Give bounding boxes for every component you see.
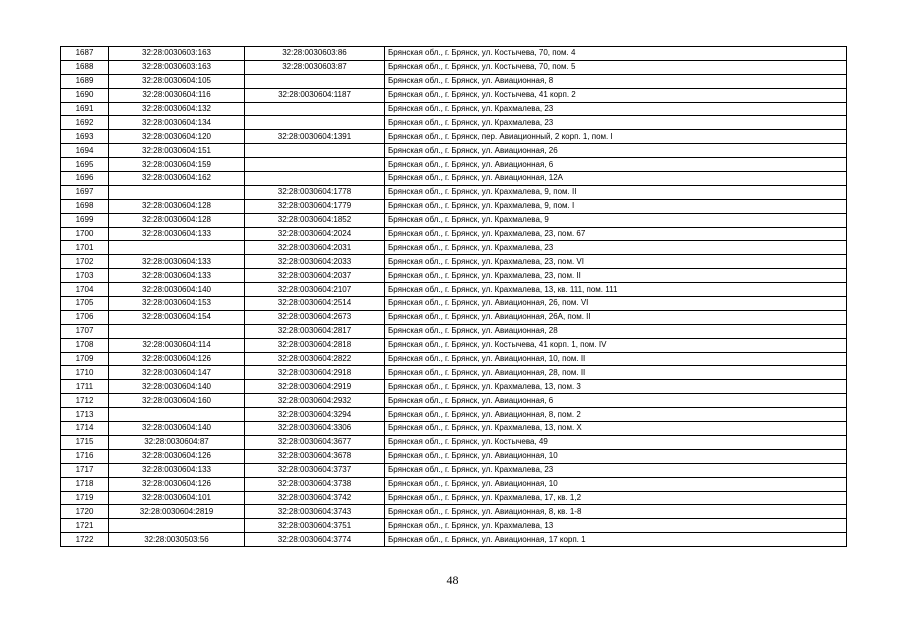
building-number-cell: 32:28:0030604:2024 [245,227,385,241]
table-row [61,477,847,491]
table-row [61,60,847,74]
parcel-number-cell: 32:28:0030604:140 [109,422,245,436]
row-number-cell: 1690 [61,88,109,102]
table-row [61,394,847,408]
table-row [61,255,847,269]
row-number-cell: 1696 [61,172,109,186]
row-number-cell: 1688 [61,60,109,74]
row-number-cell: 1687 [61,47,109,61]
address-cell: Брянская обл., г. Брянск, ул. Костычева, 70, пом. 5 [385,60,847,74]
building-number-cell: 32:28:0030604:1391 [245,130,385,144]
parcel-number-cell [109,241,245,255]
table-row [61,130,847,144]
address-cell: Брянская обл., г. Брянск, ул. Крахмалева, 17, кв. 1,2 [385,491,847,505]
address-cell: Брянская обл., г. Брянск, пер. Авиационный, 2 корп. 1, пом. I [385,130,847,144]
parcel-number-cell: 32:28:0030604:153 [109,297,245,311]
parcel-number-cell: 32:28:0030604:154 [109,310,245,324]
table-row [61,519,847,533]
parcel-number-cell: 32:28:0030604:87 [109,435,245,449]
row-number-cell: 1708 [61,338,109,352]
building-number-cell [245,158,385,172]
table-row [61,144,847,158]
table-row [61,533,847,547]
row-number-cell: 1712 [61,394,109,408]
parcel-number-cell: 32:28:0030604:140 [109,283,245,297]
table-row [61,338,847,352]
address-cell: Брянская обл., г. Брянск, ул. Крахмалева, 13 [385,519,847,533]
building-number-cell: 32:28:0030604:3738 [245,477,385,491]
parcel-number-cell: 32:28:0030604:159 [109,158,245,172]
address-cell: Брянская обл., г. Брянск, ул. Авиационная, 12А [385,172,847,186]
building-number-cell: 32:28:0030604:2822 [245,352,385,366]
building-number-cell [245,144,385,158]
building-number-cell: 32:28:0030604:3774 [245,533,385,547]
address-cell: Брянская обл., г. Брянск, ул. Авиационная, 6 [385,158,847,172]
address-cell: Брянская обл., г. Брянск, ул. Авиационная, 26А, пом. II [385,310,847,324]
parcel-number-cell: 32:28:0030604:162 [109,172,245,186]
building-number-cell: 32:28:0030604:2818 [245,338,385,352]
row-number-cell: 1699 [61,213,109,227]
table-row [61,227,847,241]
row-number-cell: 1711 [61,380,109,394]
address-cell: Брянская обл., г. Брянск, ул. Крахмалева, 23 [385,463,847,477]
building-number-cell: 32:28:0030604:2033 [245,255,385,269]
address-cell: Брянская обл., г. Брянск, ул. Крахмалева, 23, пом. II [385,269,847,283]
table-row [61,47,847,61]
table-row [61,324,847,338]
address-cell: Брянская обл., г. Брянск, ул. Крахмалева, 23, пом. 67 [385,227,847,241]
address-cell: Брянская обл., г. Брянск, ул. Авиационная, 8, кв. 1-8 [385,505,847,519]
row-number-cell: 1705 [61,297,109,311]
address-cell: Брянская обл., г. Брянск, ул. Авиационная, 10, пом. II [385,352,847,366]
parcel-number-cell: 32:28:0030604:133 [109,227,245,241]
row-number-cell: 1703 [61,269,109,283]
address-cell: Брянская обл., г. Брянск, ул. Авиационная, 28, пом. II [385,366,847,380]
table-row [61,102,847,116]
parcel-number-cell: 32:28:0030604:151 [109,144,245,158]
row-number-cell: 1717 [61,463,109,477]
table-row [61,172,847,186]
building-number-cell: 32:28:0030604:3306 [245,422,385,436]
parcel-number-cell: 32:28:0030603:163 [109,47,245,61]
parcel-number-cell: 32:28:0030604:140 [109,380,245,394]
table-row [61,366,847,380]
building-number-cell: 32:28:0030604:2918 [245,366,385,380]
table-row [61,422,847,436]
parcel-number-cell: 32:28:0030604:134 [109,116,245,130]
address-cell: Брянская обл., г. Брянск, ул. Крахмалева, 9, пом. II [385,185,847,199]
address-cell: Брянская обл., г. Брянск, ул. Авиационная, 10 [385,449,847,463]
address-cell: Брянская обл., г. Брянск, ул. Крахмалева, 13, пом. 3 [385,380,847,394]
building-number-cell: 32:28:0030604:3294 [245,408,385,422]
address-cell: Брянская обл., г. Брянск, ул. Авиационная, 6 [385,394,847,408]
address-cell: Брянская обл., г. Брянск, ул. Крахмалева, 23 [385,241,847,255]
row-number-cell: 1713 [61,408,109,422]
page-number: 48 [446,573,459,587]
table-row [61,380,847,394]
address-cell: Брянская обл., г. Брянск, ул. Авиационная, 8 [385,74,847,88]
building-number-cell: 32:28:0030604:3678 [245,449,385,463]
table-row [61,74,847,88]
parcel-number-cell: 32:28:0030604:133 [109,463,245,477]
building-number-cell [245,116,385,130]
building-number-cell: 32:28:0030604:3737 [245,463,385,477]
table-row [61,352,847,366]
address-cell: Брянская обл., г. Брянск, ул. Авиационная, 17 корп. 1 [385,533,847,547]
address-cell: Брянская обл., г. Брянск, ул. Крахмалева, 9, пом. I [385,199,847,213]
address-cell: Брянская обл., г. Брянск, ул. Костычева, 41 корп. 2 [385,88,847,102]
building-number-cell: 32:28:0030604:3677 [245,435,385,449]
address-cell: Брянская обл., г. Брянск, ул. Авиационная, 26 [385,144,847,158]
row-number-cell: 1700 [61,227,109,241]
row-number-cell: 1689 [61,74,109,88]
row-number-cell: 1693 [61,130,109,144]
table-row [61,88,847,102]
row-number-cell: 1718 [61,477,109,491]
address-cell: Брянская обл., г. Брянск, ул. Костычева, 70, пом. 4 [385,47,847,61]
building-number-cell: 32:28:0030603:86 [245,47,385,61]
row-number-cell: 1695 [61,158,109,172]
row-number-cell: 1714 [61,422,109,436]
table-row [61,158,847,172]
table-row [61,505,847,519]
parcel-number-cell: 32:28:0030603:163 [109,60,245,74]
address-cell: Брянская обл., г. Брянск, ул. Крахмалева, 9 [385,213,847,227]
parcel-number-cell: 32:28:0030604:160 [109,394,245,408]
table-row [61,283,847,297]
building-number-cell: 32:28:0030604:1187 [245,88,385,102]
building-number-cell: 32:28:0030604:2932 [245,394,385,408]
parcel-number-cell: 32:28:0030604:116 [109,88,245,102]
row-number-cell: 1709 [61,352,109,366]
parcel-number-cell [109,408,245,422]
row-number-cell: 1698 [61,199,109,213]
address-cell: Брянская обл., г. Брянск, ул. Авиационная, 28 [385,324,847,338]
row-number-cell: 1701 [61,241,109,255]
parcel-number-cell [109,324,245,338]
table-row [61,185,847,199]
parcel-number-cell: 32:28:0030604:128 [109,213,245,227]
address-cell: Брянская обл., г. Брянск, ул. Авиационная, 26, пом. VI [385,297,847,311]
parcel-number-cell: 32:28:0030604:2819 [109,505,245,519]
address-cell: Брянская обл., г. Брянск, ул. Крахмалева, 13, пом. X [385,422,847,436]
parcel-number-cell: 32:28:0030604:147 [109,366,245,380]
cadastral-table [60,46,847,547]
parcel-number-cell: 32:28:0030604:132 [109,102,245,116]
parcel-number-cell: 32:28:0030604:128 [109,199,245,213]
address-cell: Брянская обл., г. Брянск, ул. Авиационная, 10 [385,477,847,491]
building-number-cell: 32:28:0030604:2037 [245,269,385,283]
parcel-number-cell: 32:28:0030604:126 [109,477,245,491]
parcel-number-cell: 32:28:0030604:126 [109,352,245,366]
building-number-cell: 32:28:0030604:1778 [245,185,385,199]
building-number-cell [245,172,385,186]
row-number-cell: 1721 [61,519,109,533]
row-number-cell: 1719 [61,491,109,505]
row-number-cell: 1702 [61,255,109,269]
row-number-cell: 1704 [61,283,109,297]
table-row [61,297,847,311]
parcel-number-cell: 32:28:0030604:133 [109,269,245,283]
building-number-cell: 32:28:0030604:3751 [245,519,385,533]
parcel-number-cell: 32:28:0030604:126 [109,449,245,463]
parcel-number-cell: 32:28:0030604:101 [109,491,245,505]
row-number-cell: 1716 [61,449,109,463]
building-number-cell: 32:28:0030604:2107 [245,283,385,297]
table-row [61,213,847,227]
building-number-cell: 32:28:0030604:2673 [245,310,385,324]
row-number-cell: 1710 [61,366,109,380]
parcel-number-cell: 32:28:0030604:133 [109,255,245,269]
building-number-cell: 32:28:0030604:2817 [245,324,385,338]
table-row [61,116,847,130]
parcel-number-cell: 32:28:0030604:114 [109,338,245,352]
building-number-cell: 32:28:0030604:1852 [245,213,385,227]
address-cell: Брянская обл., г. Брянск, ул. Крахмалева, 23 [385,116,847,130]
row-number-cell: 1694 [61,144,109,158]
table-row [61,269,847,283]
row-number-cell: 1722 [61,533,109,547]
building-number-cell: 32:28:0030604:2514 [245,297,385,311]
building-number-cell: 32:28:0030604:2031 [245,241,385,255]
table-row [61,310,847,324]
table-body [61,47,847,547]
row-number-cell: 1706 [61,310,109,324]
row-number-cell: 1715 [61,435,109,449]
building-number-cell: 32:28:0030604:1779 [245,199,385,213]
building-number-cell: 32:28:0030604:2919 [245,380,385,394]
table-row [61,408,847,422]
parcel-number-cell: 32:28:0030604:120 [109,130,245,144]
building-number-cell: 32:28:0030604:3743 [245,505,385,519]
table-row [61,449,847,463]
parcel-number-cell [109,519,245,533]
parcel-number-cell: 32:28:0030503:56 [109,533,245,547]
address-cell: Брянская обл., г. Брянск, ул. Авиационная, 8, пом. 2 [385,408,847,422]
row-number-cell: 1720 [61,505,109,519]
table-row [61,491,847,505]
table-row [61,199,847,213]
building-number-cell [245,102,385,116]
address-cell: Брянская обл., г. Брянск, ул. Крахмалева, 23 [385,102,847,116]
building-number-cell: 32:28:0030604:3742 [245,491,385,505]
table-row [61,241,847,255]
table-row [61,435,847,449]
row-number-cell: 1707 [61,324,109,338]
parcel-number-cell [109,185,245,199]
row-number-cell: 1697 [61,185,109,199]
building-number-cell [245,74,385,88]
row-number-cell: 1691 [61,102,109,116]
building-number-cell: 32:28:0030603:87 [245,60,385,74]
address-cell: Брянская обл., г. Брянск, ул. Крахмалева, 13, кв. 111, пом. 111 [385,283,847,297]
table-row [61,463,847,477]
address-cell: Брянская обл., г. Брянск, ул. Крахмалева, 23, пом. VI [385,255,847,269]
row-number-cell: 1692 [61,116,109,130]
address-cell: Брянская обл., г. Брянск, ул. Костычева, 49 [385,435,847,449]
address-cell: Брянская обл., г. Брянск, ул. Костычева, 41 корп. 1, пом. IV [385,338,847,352]
parcel-number-cell: 32:28:0030604:105 [109,74,245,88]
